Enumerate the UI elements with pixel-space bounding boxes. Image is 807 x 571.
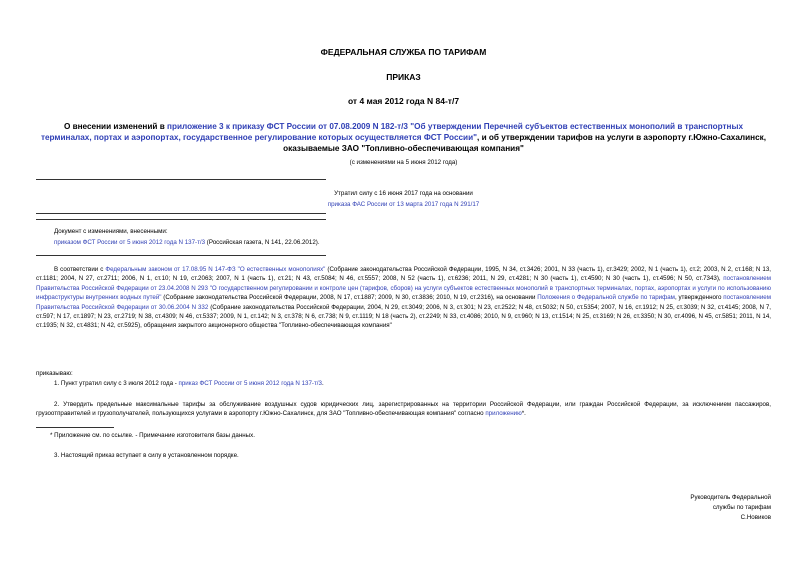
- paragraph-2: [36, 400, 771, 419]
- signature-block: [690, 493, 771, 523]
- paragraph-1-end: .: [321, 380, 324, 387]
- signature-position: Руководитель Федеральной: [690, 494, 771, 501]
- signature-agency: службы по тарифам: [712, 504, 771, 511]
- paragraph-1: [54, 379, 324, 389]
- paragraph-3: 3. Настоящий приказ вступает в силу в установленном порядке.: [54, 452, 239, 459]
- amend-note: (с изменениями на 5 июня 2012 года): [349, 159, 458, 166]
- document-title: [38, 121, 769, 154]
- doc-type: ПРИКАЗ: [386, 72, 421, 82]
- preamble-text: В соответствии с: [54, 266, 106, 273]
- preamble-text: (Собрание законодательства Российской Федерации, 2004, N 29, ст.3049; 2006, N 3, ст.301; N 23, ст.2522; N 48, ст.5032; N 50, ст.5354; 2007, N 16, ст.1912; N 25, ст.3039; N 32, ст.4145; 2008, N 7, ст.597; N 17, ст.1897; N 23, ст.2719; N 38, ст.4309; N 46, ст.5337; 2009, N 1, ст.142; N 3, ст.378; N 6, ст.738; N 9, ст.1119; N 18 (часть 2), ст.2249; N 33, ст.4086; 2010, N 9, ст.960; N 13, ст.1514; N 25, ст.3169; N 26, ст.3350; N 30, ст.4096, N 45, ст.5851; 2011, N 14, ст.1935; N 32, ст.4831; N 42, ст.5925), обращения закрытого акционерного общества "Топливно-обеспечивающая компания": [36, 303, 771, 330]
- footnote: * Приложение см. по ссылке. - Примечание изготовителя базы данных.: [50, 432, 255, 439]
- changes-source: (Российская газета, N 141, 22.06.2012).: [205, 239, 320, 246]
- preamble-text: (Собрание законодательства Российской Федерации, 1995, N 34, ст.3426; 2001, N 33 (часть 1), ст.3429; 2002, N 1 (часть 1), ст.2; 2003, N 2, ст.168; N 13, ст.1181; 2004, N 27, ст.2711; 2006, N 1, ст.10; N 19, ст.2063; 2007, N 1 (часть 1), ст.21; N 43, ст.5084; N 46, ст.5557; 2008, N 52 (часть 1), ст.6236; 2011, N 29, ст.4281; N 30 (часть 1), ст.4590; N 30 (часть 1), ст.4596; N 50, ст.7343),: [36, 266, 771, 283]
- expired-link[interactable]: приказа ФАС России от 13 марта 2017 года N 291/17: [327, 201, 480, 208]
- doc-date-number: от 4 мая 2012 года N 84-т/7: [347, 96, 460, 106]
- federal-law-link[interactable]: Федеральным законом от 17.08.95 N 147-ФЗ "О естественных монополиях": [105, 266, 326, 273]
- preamble: [36, 265, 771, 331]
- preamble-text: , утвержденного: [674, 294, 724, 302]
- paragraph-1-text: 1. Пункт утратил силу с 3 июля 2012 года -: [54, 380, 179, 387]
- expired-note: Утратил силу с 16 июня 2017 года на основании: [334, 190, 473, 197]
- government-resolution-link[interactable]: постановлением Правительства Российской Федерации от 23.04.2008 N 293 "О государственном регулировании и контроле цен (тарифов, сборов) на услуги субъектов естественных монополий в транспортных терминалах, портах, аэропортах и услуги по использованию инфраструктуры внутренних водных путей": [36, 275, 771, 302]
- changes-link[interactable]: приказом ФСТ России от 5 июня 2012 года N 137-т/3: [54, 239, 206, 246]
- title-suffix: , и об утверждении тарифов на услуги в аэропорту г.Южно-Сахалинск, оказываемые ЗАО "Топливно-обеспечивающая компания": [283, 133, 767, 153]
- appendix-link[interactable]: приложению: [485, 410, 522, 418]
- resolution-332-link[interactable]: постановлением Правительства Российской Федерации от 30.06.2004 N 332: [36, 294, 771, 311]
- agency-name: ФЕДЕРАЛЬНАЯ СЛУЖБА ПО ТАРИФАМ: [320, 47, 487, 57]
- paragraph-2-end: *.: [521, 410, 526, 418]
- signature-name: С.Новиков: [740, 514, 771, 521]
- preamble-text: (Собрание законодательства Российской Федерации, 2008, N 17, ст.1887; 2009, N 30, ст.3836; 2010, N 19, ст.2316), на основании: [161, 294, 538, 302]
- footnote-divider: [36, 427, 114, 428]
- title-link[interactable]: приложение 3 к приказу ФСТ России от 07.08.2009 N 182-т/3 "Об утверждении Перечней субъектов естественных монополий в транспортных терминалах, портах и аэропортах, государственное регулирование которых осуществляется ФСТ России": [40, 122, 744, 142]
- title-prefix: О внесении изменений в: [63, 122, 168, 131]
- changes-line: [54, 238, 320, 248]
- divider: [36, 255, 326, 256]
- changes-label: Документ с изменениями, внесенными:: [54, 228, 168, 235]
- paragraph-1-link[interactable]: приказ ФСТ России от 5 июня 2012 года N 137-т/3: [178, 380, 322, 387]
- regulation-link[interactable]: Положения о Федеральной службе по тарифам: [537, 294, 675, 302]
- divider: [36, 219, 326, 220]
- order-word: приказываю:: [36, 370, 73, 377]
- divider: [36, 179, 326, 180]
- divider: [36, 213, 326, 214]
- paragraph-2-text: 2. Утвердить предельные максимальные тарифы за обслуживание воздушных судов юридических лиц, зарегистрированных на территории Российской Федерации, или граждан Российской Федерации, за исключением пассажиров, грузоотправителей и грузополучателей, пользующихся услугами в аэропорту г.Южно-Сахалинск, для ЗАО "Топливно-обеспечивающая компания" согласно: [36, 401, 771, 418]
